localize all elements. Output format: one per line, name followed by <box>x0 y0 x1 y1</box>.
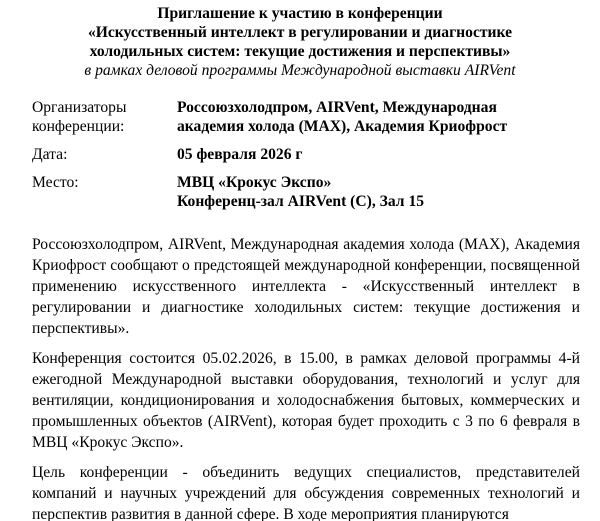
date-value-text: 05 февраля 2026 г <box>177 146 303 163</box>
organizers-value-line-2: академия холода (МАХ), Академия Криофрост <box>177 118 508 135</box>
title-line-2: «Искусственный интеллект в регулировании и диагностике <box>87 24 513 41</box>
place-label: Место: <box>32 174 79 191</box>
paragraph-3: Цель конференции - объединить ведущих специалистов, представителей компаний и научных учреждений для обсуждения современных технологий и перспектив развития в данной сфере. В ходе мероприятия планируются <box>32 464 580 521</box>
date-label: Дата: <box>32 146 68 163</box>
paragraph-1: Россоюзхолодпром, AIRVent, Международная академия холода (МАХ), Академия Криофрост сообщают о предстоящей международной конференции, посвященной применению искусственного интеллекта - «Искусственный интеллект в регулировании и диагностике холодильных систем: текущие достижения и перспективы». <box>32 236 580 337</box>
date-value <box>177 145 577 164</box>
organizers-value <box>177 98 577 136</box>
title-line-1: Приглашение к участию в конференции <box>157 5 443 22</box>
conference-info-table <box>32 98 577 220</box>
title-line-3: холодильных систем: текущие достижения и перспективы» <box>89 43 511 60</box>
place-value <box>177 173 577 211</box>
place-value-line-2: Конференц-зал AIRVent (С), Зал 15 <box>177 193 425 210</box>
place-value-line-1: МВЦ «Крокус Экспо» <box>177 174 332 191</box>
place-row <box>32 173 577 211</box>
body-text <box>32 234 580 521</box>
organizers-value-line-1: Россоюзхолодпром, AIRVent, Международная <box>177 99 497 116</box>
organizers-label: Организаторы конференции: <box>32 99 127 135</box>
document-header <box>20 4 580 80</box>
date-row <box>32 145 577 164</box>
organizers-row <box>32 98 577 136</box>
subtitle: в рамках деловой программы Международной выставки AIRVent <box>84 62 516 79</box>
paragraph-2: Конференция состоится 05.02.2026, в 15.00, в рамках деловой программы 4-й ежегодной Международной выставки оборудования, технологий и услуг для вентиляции, кондиционирования и холодоснабжения бытовых, коммерческих и промышленных объектов (AIRVent), которая будет проходить с 3 по 6 февраля в МВЦ «Крокус Экспо». <box>32 350 580 451</box>
